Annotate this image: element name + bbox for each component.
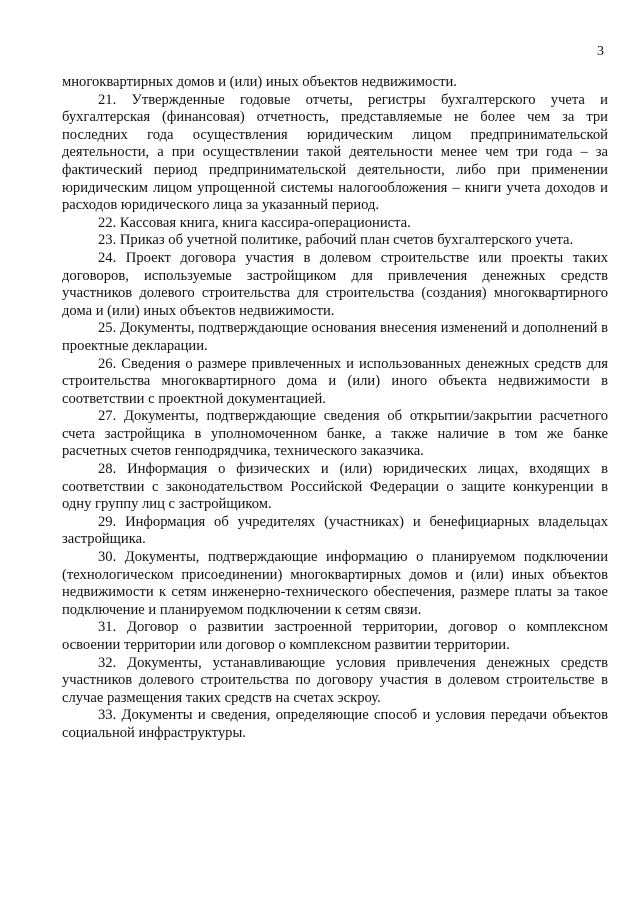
page-number: 3	[597, 44, 604, 59]
paragraph-item-32: 32. Документы, устанавливающие условия привлечения денежных средств участников долевого строительства по договору участия в долевом строительстве в случае размещения таких средств на счетах эскроу.	[62, 654, 608, 706]
paragraph-continuation: многоквартирных домов и (или) иных объектов недвижимости.	[62, 74, 457, 90]
paragraph-item-25: 25. Документы, подтверждающие основания внесения изменений и дополнений в проектные декларации.	[62, 320, 608, 354]
paragraph-item-29: 29. Информация об учредителях (участниках) и бенефициарных владельцах застройщика.	[62, 513, 608, 548]
document-body	[62, 74, 608, 743]
paragraph-item-24: 24. Проект договора участия в долевом строительстве или проекты таких договоров, используемые застройщиком для привлечения денежных средств участников долевого строительства для строительства (создания) многоквартирного дома и (или) иных объектов недвижимости.	[62, 249, 608, 319]
paragraph-item-26: 26. Сведения о размере привлеченных и использованных денежных средств для строительства многоквартирного дома и (или) иного объекта недвижимости в соответствии с проектной документацией.	[62, 355, 608, 407]
paragraph-item-28: 28. Информация о физических и (или) юридических лицах, входящих в соответствии с законодательством Российской Федерации о защите конкуренции в одну группу лиц с застройщиком.	[62, 461, 608, 513]
paragraph-item-30: 30. Документы, подтверждающие информацию о планируемом подключении (технологическом присоединении) многоквартирных домов и (или) иных объектов недвижимости к сетям инженерно-технического обеспечения, размере платы за такое подключение и планируемом подключении к сетям связи.	[62, 549, 608, 618]
paragraph-item-21: 21. Утвержденные годовые отчеты, регистры бухгалтерского учета и бухгалтерская (финансовая) отчетность, представляемые не более чем за три последних года осуществления юридическим лицом предпринимательской деятельности, а при осуществлении такой деятельности менее чем три года – за фактический период предпринимательской деятельности, либо при применении юридическим лицом упрощенной системы налогообложения – книги учета доходов и расходов юридического лица за указанный период.	[62, 91, 608, 214]
paragraph-item-22: 22. Кассовая книга, книга кассира-операциониста.	[98, 214, 411, 231]
paragraph-item-23: 23. Приказ об учетной политике, рабочий план счетов бухгалтерского учета.	[98, 232, 574, 249]
paragraph-item-27: 27. Документы, подтверждающие сведения об открытии/закрытии расчетного счета застройщика в уполномоченном банке, а также наличие в том же банке расчетных счетов генподрядчика, технического заказчика.	[62, 408, 608, 460]
paragraph-item-31: 31. Договор о развитии застроенной территории, договор о комплексном освоении территории или договор о комплексном развитии территории.	[62, 619, 608, 653]
paragraph-item-33: 33. Документы и сведения, определяющие способ и условия передачи объектов социальной инфраструктуры.	[62, 707, 608, 741]
